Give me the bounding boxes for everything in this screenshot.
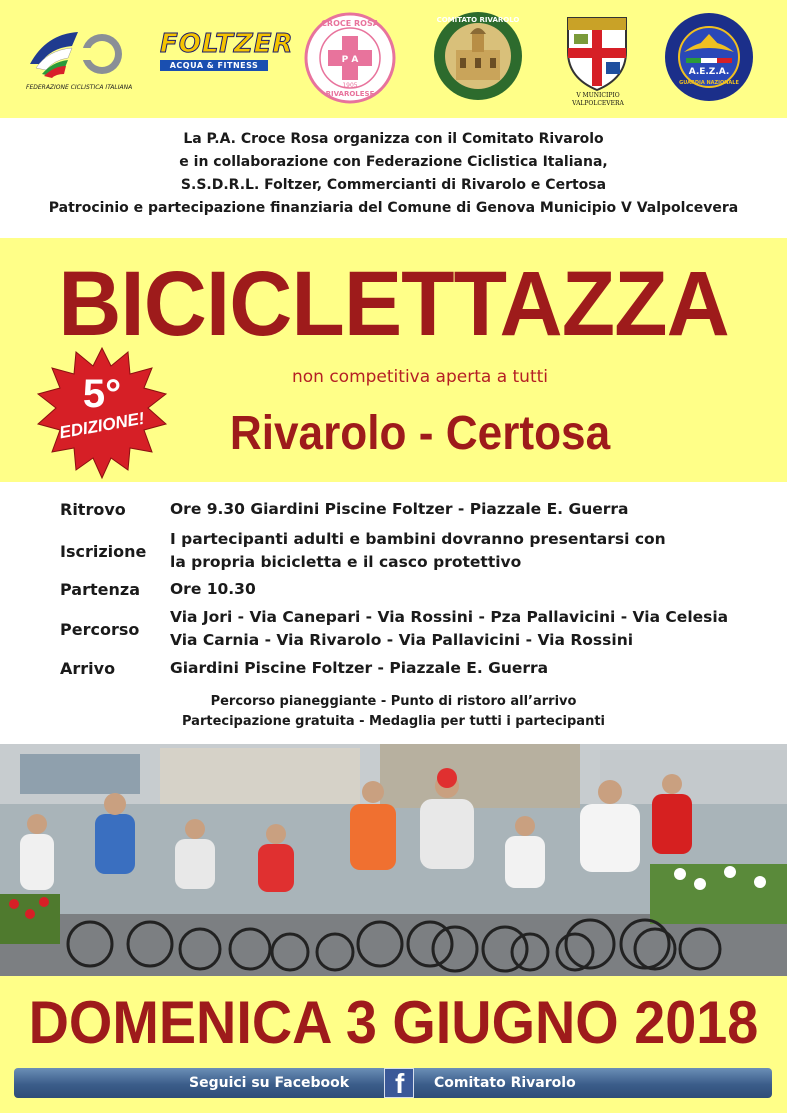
arrivo-value: Giardini Piscine Foltzer - Piazzale E. Guerra xyxy=(170,659,549,677)
facebook-icon[interactable]: f xyxy=(384,1068,414,1098)
municipio-caption-line1: V MUNICIPIO xyxy=(576,92,620,99)
iscrizione-line-1: I partecipanti adulti e bambini dovranno presentarsi con xyxy=(170,530,666,548)
event-title: BICICLETTAZZA xyxy=(58,253,729,355)
event-details xyxy=(0,482,787,744)
svg-text:GUARDIA NAZIONALE: GUARDIA NAZIONALE xyxy=(679,80,739,86)
fci-logo xyxy=(26,24,133,94)
percorso-line-1: Via Jori - Via Canepari - Via Rossini - Pza Pallavicini - Via Celesia xyxy=(170,608,729,626)
sponsor-logos-strip xyxy=(0,0,787,118)
intro-line-4: Patrocinio e partecipazione finanziaria del Comune di Genova Municipio V Valpolcevera xyxy=(48,200,739,216)
organizers-intro xyxy=(0,118,787,238)
date-band xyxy=(0,976,787,1066)
iscrizione-line-2: la propria bicicletta e il casco protettivo xyxy=(170,553,522,571)
event-route: Rivarolo - Certosa xyxy=(229,407,611,460)
edition-word: EDIZIONE! xyxy=(57,408,146,443)
aeza-logo xyxy=(664,12,754,102)
iscrizione-value xyxy=(170,528,666,574)
municipio-caption xyxy=(558,92,638,108)
arrivo-label: Arrivo xyxy=(60,659,116,678)
foltzer-logo xyxy=(160,29,294,82)
croce-rosa-logo xyxy=(304,12,396,104)
ritrovo-value: Ore 9.30 Giardini Piscine Foltzer - Piazzale E. Guerra xyxy=(170,500,629,518)
edition-number: 5° xyxy=(82,372,122,416)
title-band xyxy=(0,238,787,482)
ritrovo-label: Ritrovo xyxy=(60,500,126,519)
facebook-follow-text[interactable]: Seguici su Facebook xyxy=(189,1075,350,1091)
partenza-label: Partenza xyxy=(60,580,140,599)
svg-text:P A: P A xyxy=(341,55,359,65)
foltzer-subtitle: ACQUA & FITNESS xyxy=(160,60,268,71)
facebook-page-name[interactable]: Comitato Rivarolo xyxy=(434,1075,576,1091)
event-date: DOMENICA 3 GIUGNO 2018 xyxy=(28,989,759,1056)
cyclists-photo xyxy=(0,744,787,976)
svg-text:A.E.Z.A.: A.E.Z.A. xyxy=(688,67,730,77)
partenza-value: Ore 10.30 xyxy=(170,580,256,598)
social-bar[interactable] xyxy=(14,1068,772,1098)
municipio-shield-logo xyxy=(562,12,632,107)
percorso-label: Percorso xyxy=(60,620,140,639)
edition-starburst xyxy=(32,344,172,484)
event-notes xyxy=(0,692,787,732)
iscrizione-label: Iscrizione xyxy=(60,542,147,561)
svg-text:COMITATO RIVAROLO: COMITATO RIVAROLO xyxy=(436,16,520,24)
svg-text:RIVAROLESE: RIVAROLESE xyxy=(325,90,375,98)
notes-line-2: Partecipazione gratuita - Medaglia per tutti i partecipanti xyxy=(182,714,605,729)
event-subtitle: non competitiva aperta a tutti xyxy=(291,367,549,387)
foltzer-name: FOLTZER xyxy=(160,29,294,59)
intro-line-3: S.S.D.R.L. Foltzer, Commercianti di Rivarolo e Certosa xyxy=(180,177,607,193)
comitato-rivarolo-logo xyxy=(432,10,524,102)
intro-line-1: La P.A. Croce Rosa organizza con il Comitato Rivarolo xyxy=(183,131,604,147)
svg-text:1905: 1905 xyxy=(342,82,358,89)
notes-line-1: Percorso pianeggiante - Punto di ristoro all’arrivo xyxy=(210,694,577,709)
svg-text:CROCE ROSA: CROCE ROSA xyxy=(321,19,379,28)
intro-line-2: e in collaborazione con Federazione Ciclistica Italiana, xyxy=(179,154,608,170)
percorso-value xyxy=(170,606,728,652)
fci-caption: FEDERAZIONE CICLISTICA ITALIANA xyxy=(26,84,133,91)
percorso-line-2: Via Carnia - Via Rivarolo - Via Pallavicini - Via Rossini xyxy=(170,631,634,649)
municipio-caption-line2: VALPOLCEVERA xyxy=(572,100,624,107)
